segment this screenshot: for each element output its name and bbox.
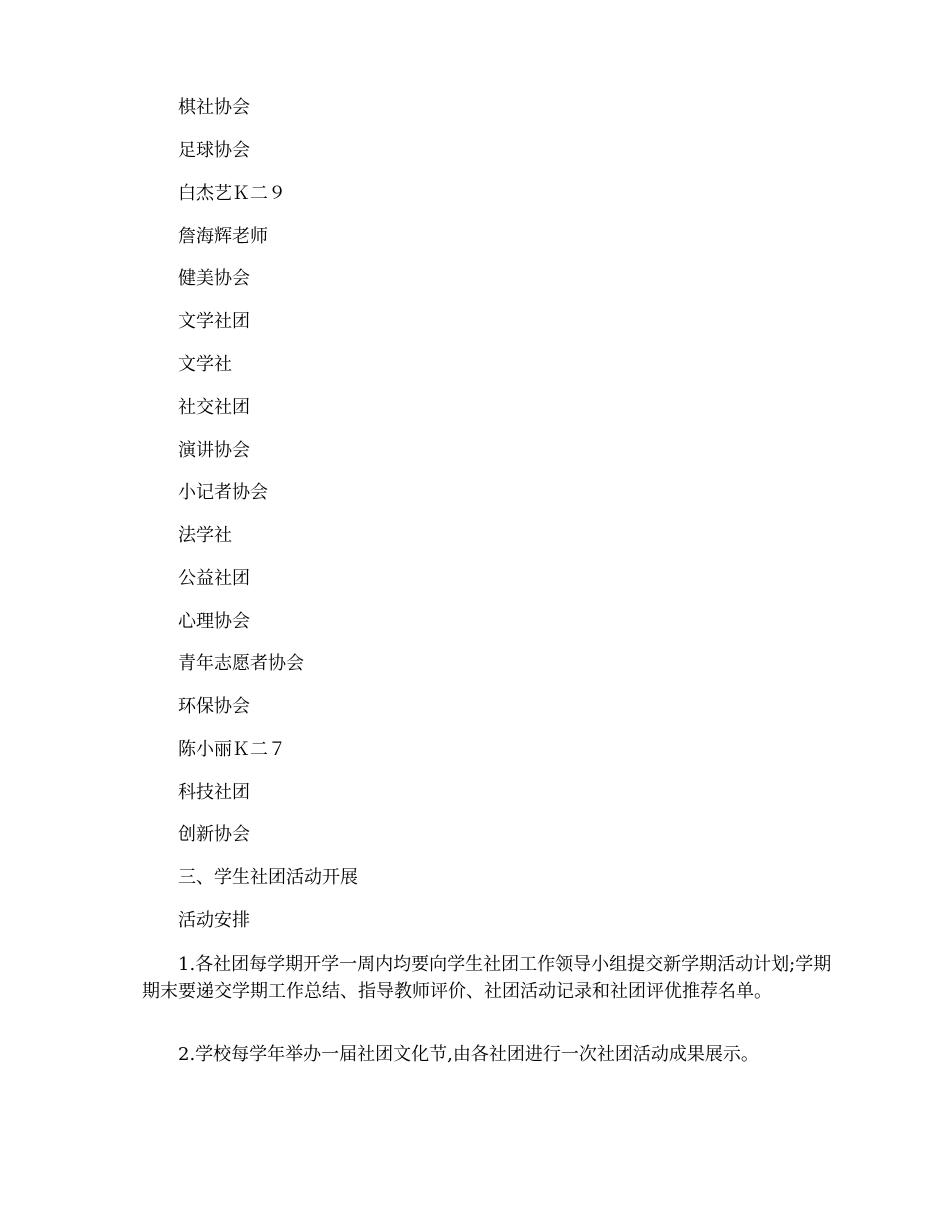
club-item: 科技社团	[178, 782, 250, 803]
paragraph: 1.各社团每学期开学一周内均要向学生社团工作领导小组提交新学期活动计划;学期期末要递交学期工作总结、指导教师评价、社团活动记录和社团评优推荐名单。	[142, 954, 832, 1002]
club-item: 法学社	[178, 525, 232, 546]
section-title: 三、学生社团活动开展	[178, 867, 358, 888]
club-item: 演讲协会	[178, 440, 250, 461]
club-item: 心理协会	[178, 611, 250, 632]
club-item: 詹海辉老师	[178, 226, 268, 247]
club-item: 陈小丽Ｋ二７	[178, 739, 286, 760]
club-item: 社交社团	[178, 397, 250, 418]
club-item: 文学社团	[178, 311, 250, 332]
club-item: 环保协会	[178, 696, 250, 717]
club-item: 青年志愿者协会	[178, 653, 304, 674]
club-item: 白杰艺Ｋ二９	[178, 183, 286, 204]
club-item: 创新协会	[178, 824, 250, 845]
subheading: 活动安排	[178, 910, 250, 931]
club-item: 健美协会	[178, 268, 250, 289]
club-item: 文学社	[178, 354, 232, 375]
club-item: 棋社协会	[178, 97, 250, 118]
paragraph: 2.学校每学年举办一届社团文化节,由各社团进行一次社团活动成果展示。	[178, 1044, 759, 1065]
club-item: 足球协会	[178, 140, 250, 161]
club-item: 小记者协会	[178, 482, 268, 503]
club-item: 公益社团	[178, 568, 250, 589]
